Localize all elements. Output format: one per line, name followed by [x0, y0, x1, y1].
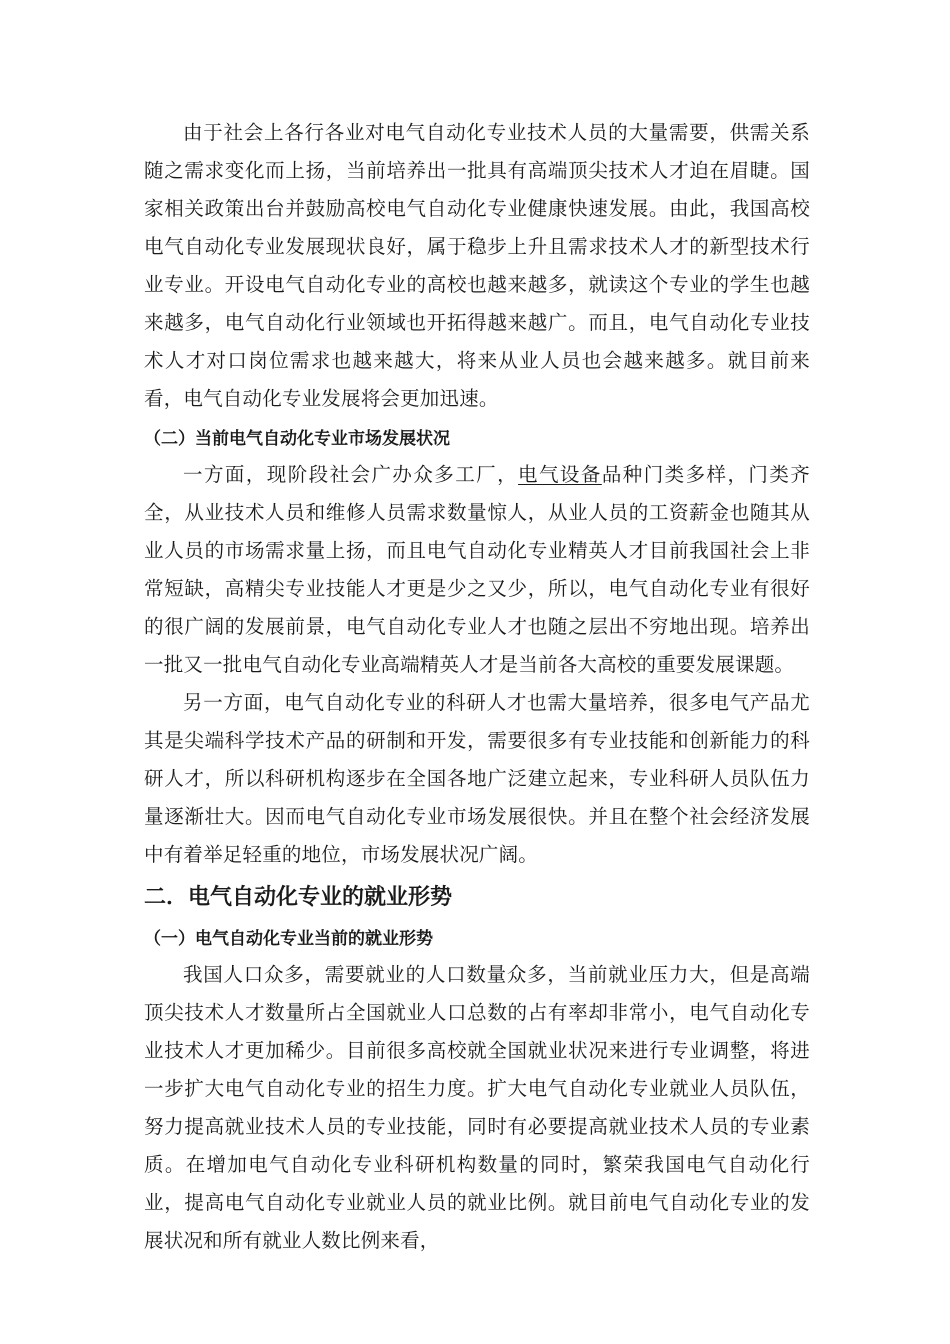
subheading-current-employment: （一）电气自动化专业当前的就业形势	[144, 929, 433, 949]
document-body	[144, 114, 810, 1260]
paragraph-text: 一方面，现阶段社会广办众多工厂，	[183, 463, 519, 486]
paragraph-market-one-side	[144, 456, 810, 684]
paragraph-market-other-side: 另一方面，电气自动化专业的科研人才也需大量培养，很多电气产品尤其是尖端科学技术产品的研制和开发，需要很多有专业技能和创新能力的科研人才，所以科研机构逐步在全国各地广泛建立起来，专业科研人员队伍力量逐渐壮大。因而电气自动化专业市场发展很快。并且在整个社会经济发展中有着举足轻重的地位，市场发展状况广阔。	[144, 691, 810, 866]
electrical-equipment-link[interactable]: 电气设备	[518, 463, 602, 486]
heading-employment-situation: 二．电气自动化专业的就业形势	[144, 885, 453, 910]
paragraph-text: 品种门类多样，门类齐全，从业技术人员和维修人员需求数量惊人，从业人员的工资薪金也随其从业人员的市场需求量上扬，而且电气自动化专业精英人才目前我国社会上非常短缺，高精尖专业技能人才更是少之又少，所以，电气自动化专业有很好的很广阔的发展前景，电气自动化专业人才也随之层出不穷地出现。培养出一批又一批电气自动化专业高端精英人才是当前各大高校的重要发展课题。	[144, 463, 810, 676]
paragraph-employment-situation: 我国人口众多，需要就业的人口数量众多，当前就业压力大，但是高端顶尖技术人才数量所占全国就业人口总数的占有率却非常小，电气自动化专业技术人才更加稀少。目前很多高校就全国就业状况来进行专业调整，将进一步扩大电气自动化专业的招生力度。扩大电气自动化专业就业人员队伍，努力提高就业技术人员的专业技能，同时有必要提高就业技术人员的专业素质。在增加电气自动化专业科研机构数量的同时，繁荣我国电气自动化行业，提高电气自动化专业就业人员的就业比例。就目前电气自动化专业的发展状况和所有就业人数比例来看，	[144, 963, 810, 1252]
subheading-market-status: （二）当前电气自动化专业市场发展状况	[144, 429, 450, 449]
paragraph-development-status: 由于社会上各行各业对电气自动化专业技术人员的大量需要，供需关系随之需求变化而上扬，当前培养出一批具有高端顶尖技术人才迫在眉睫。国家相关政策出台并鼓励高校电气自动化专业健康快速发展。由此，我国高校电气自动化专业发展现状良好，属于稳步上升且需求技术人才的新型技术行业专业。开设电气自动化专业的高校也越来越多，就读这个专业的学生也越来越多，电气自动化行业领域也开拓得越来越广。而且，电气自动化专业技术人才对口岗位需求也越来越大，将来从业人员也会越来越多。就目前来看，电气自动化专业发展将会更加迅速。	[144, 121, 810, 410]
